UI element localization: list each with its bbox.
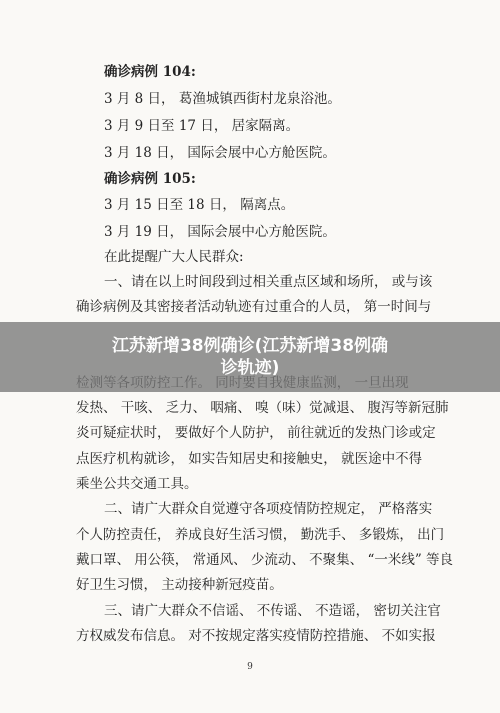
case-104-item-3: 3 月 18 日， 国际会展中心方舱医院。 (104, 145, 336, 161)
paragraph-line: 三、请广大群众不信谣、 不传谣、 不造谣， 密切关注官 (104, 603, 441, 619)
case-104-heading: 确诊病例 104: (104, 64, 196, 80)
case-105-item-2: 3 月 19 日， 国际会展中心方舱医院。 (104, 224, 336, 240)
paragraph-line: 发热、 干咳、 乏力、 咽痛、 嗅（味）觉减退、 腹泻等新冠肺 (76, 400, 449, 416)
overlay-title-line-2: 诊轨迹) (220, 358, 280, 378)
paragraph-line: 炎可疑症状时， 要做好个人防护， 前往就近的发热门诊或定 (76, 425, 436, 441)
case-104-item-2: 3 月 9 日至 17 日， 居家隔离。 (104, 118, 300, 134)
paragraph-line: 二、请广大群众自觉遵守各项疫情防控规定， 严格落实 (104, 501, 433, 517)
paragraph-line: 好卫生习惯， 主动接种新冠疫苗。 (76, 577, 283, 593)
paragraph-line: 乘坐公共交通工具。 (76, 476, 198, 492)
paragraph-line: 点医疗机构就诊， 如实告知居史和接触史， 就医途中不得 (76, 451, 423, 467)
paragraph-line: 一、请在以上时间段到过相关重点区域和场所， 或与该 (104, 274, 433, 290)
paragraph-line: 方权威发布信息。 对不按规定落实疫情防控措施、 不如实报 (76, 628, 436, 644)
paragraph-line: 确诊病例及其密接者活动轨迹有过重合的人员， 第一时间与 (76, 299, 432, 315)
paragraph-line: 个人防控责任， 养成良好生活习惯， 勤洗手、 多锻炼， 出门 (76, 527, 445, 543)
page-number: 9 (247, 662, 253, 672)
overlay-title-line-1: 江苏新增38例确诊(江苏新增38例确 (111, 336, 389, 356)
case-105-heading: 确诊病例 105: (104, 171, 196, 187)
case-105-item-1: 3 月 15 日至 18 日， 隔离点。 (104, 197, 295, 213)
title-overlay (0, 322, 500, 392)
paragraph-line: 戴口罩、 用公筷， 常通风、 少流动、 不聚集、 “一米线” 等良 (76, 552, 454, 568)
case-104-item-1: 3 月 8 日， 葛渔城镇西街村龙泉浴池。 (104, 91, 341, 107)
reminder-heading: 在此提醒广大人民群众: (104, 249, 244, 265)
